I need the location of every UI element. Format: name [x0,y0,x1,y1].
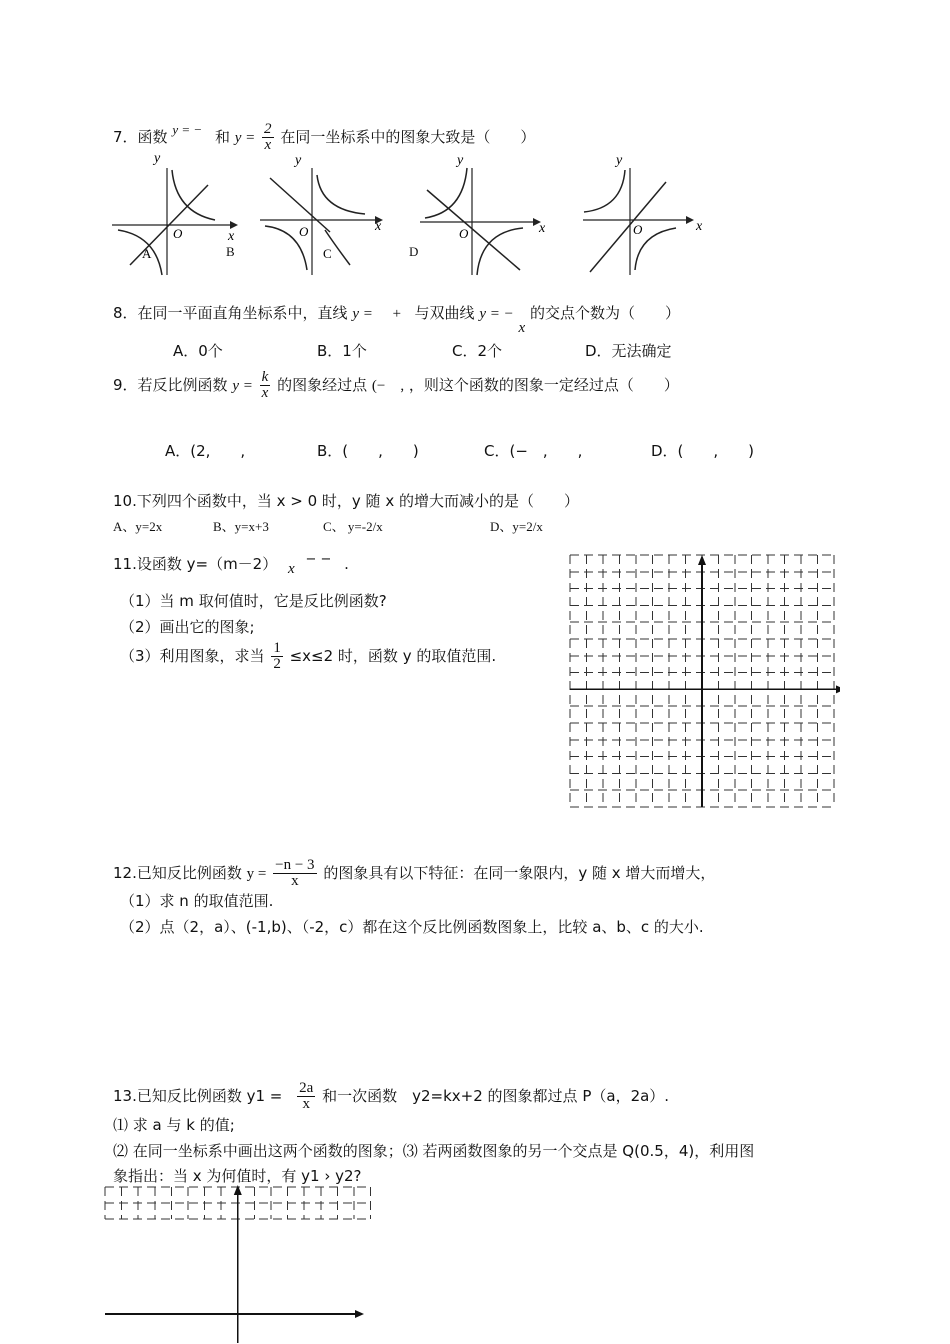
q7-graph-c [415,150,560,280]
q8-option-d: D．无法确定 [585,342,672,360]
q11-coordinate-grid [565,550,840,812]
q11-sub1: （1）当 m 取何值时，它是反比例函数? [120,592,387,610]
q10-stem: 10.下列四个函数中，当 x > 0 时，y 随 x 的增大而减小的是（ ） [113,492,579,510]
q9-option-d: D．( , ) [651,442,755,460]
q10-option-d: D、y=2/x [490,519,543,534]
q12-stem: 12.已知反比例函数 y = $\frac{-n - 3}{x}$ 的图象具有以下特征：在同一象限内，y 随 x 增大而增大， [113,857,716,889]
q10-option-c: C、 y=-2/x [323,519,383,534]
q13-stem: 13.已知反比例函数 y1 = $\frac{2a}{x}$ 和一次函数 y2=kx+2 的图象都过点 P（a，2a）. [113,1080,670,1112]
svg-text:O: O [633,222,643,237]
y-axis-arrow [698,555,706,565]
q8-stem: 8．在同一平面直角坐标系中，直线 y = + 与双曲线 y = − x 的交点个数为（ ） [113,304,680,336]
svg-text:x: x [228,229,235,244]
fraction-1-over-2: $\frac{1}{2}$ [273,640,281,672]
svg-text:x: x [375,219,382,234]
q11-sub3: （3）利用图象，求当 $\frac{1}{2}$ ≤x≤2 时，函数 y 的取值范围. [120,640,497,672]
graph-label-b: B [226,244,235,259]
svg-text:y: y [616,153,623,168]
svg-text:O: O [173,226,183,241]
q12-sub1: （1）求 n 的取值范围. [120,892,274,910]
q8-option-a: A．0个 [173,342,223,360]
svg-text:x: x [539,221,546,236]
q7-stem: 7．函数 y = − 和 y = $\frac{2}{x}$ 在同一坐标系中的图象大致是（ ） [113,121,536,153]
svg-text:y: y [154,151,161,166]
svg-text:O: O [299,224,309,239]
q7-graph-a [110,150,250,280]
graph-label-c: C [323,246,332,261]
fraction-neg-n-minus-3-over-x: $\frac{-n - 3}{x}$ [275,857,315,889]
svg-text:y: y [295,153,302,168]
q11-stem: 11.设函数 y=（m－2） x − − . [113,552,349,577]
q8-option-b: B．1个 [317,342,367,360]
q8-option-c: C．2个 [452,342,503,360]
graph-label-d: D [409,244,419,259]
fraction-2-over-x: $\frac{2}{x}$ [264,121,272,153]
q13-sub3: 象指出：当 x 为何值时，有 y1 › y2? [113,1167,362,1185]
q9-option-b: B．( , ) [317,442,419,460]
q9-option-c: C．(− , , [484,442,583,460]
x-axis-arrow [836,685,840,693]
q13-coordinate-grid [100,1183,380,1344]
q9-stem: 9．若反比例函数 y = $\frac{k}{x}$ 的图象经过点 (− , ，则这个函数的图象一定经过点（ ） [113,369,679,401]
x-axis-arrow [355,1310,364,1318]
q10-option-a: A、y=2x [113,519,163,534]
q7-graph-b [255,150,395,280]
svg-text:x: x [696,219,703,234]
fraction-k-over-x: $\frac{k}{x}$ [261,369,269,401]
q11-sub2: （2）画出它的图象; [120,618,255,636]
svg-text:y: y [457,153,464,168]
svg-text:O: O [459,226,469,241]
fraction-2a-over-x: $\frac{2a}{x}$ [299,1080,314,1112]
q7-graph-d [578,150,713,280]
q9-option-a: A．(2, , [165,442,246,460]
q12-sub2: （2）点（2，a）、(-1,b)、（-2，c）都在这个反比例函数图象上，比较 a、b、c 的大小. [120,918,704,936]
q10-option-b: B、y=x+3 [213,519,269,534]
q13-sub2: ⑵ 在同一坐标系中画出这两个函数的图象；⑶ 若两函数图象的另一个交点是 Q(0.5，4)，利用图 [113,1142,755,1160]
graph-label-a: A [142,246,152,261]
q13-sub1: ⑴ 求 a 与 k 的值; [113,1116,235,1134]
